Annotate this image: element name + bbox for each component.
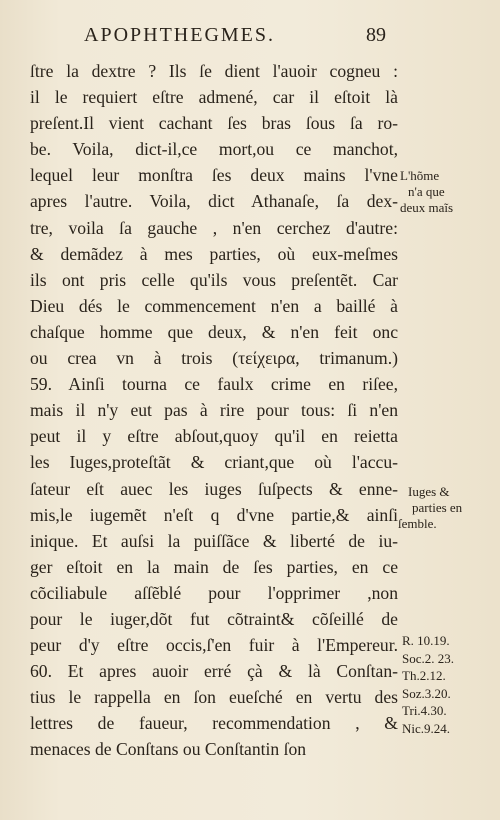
margin-note-line: Tri.4.30. — [402, 703, 447, 718]
margin-note-line: deux maĩs — [400, 200, 454, 215]
text-line: ſateur eſt auec les iuges ſuſpects & enne- — [30, 478, 398, 499]
page-number: 89 — [366, 24, 386, 46]
margin-note-line: Soz.3.20. — [402, 685, 451, 701]
margin-note — [402, 632, 454, 737]
text-line: lettres de faueur, recommendation , & — [30, 713, 398, 734]
text-line: be. Voila, dict-il,ce mort,ou ce manchot, — [30, 139, 398, 160]
text-line: mais il n'y eut pas à rire pour tous: ſi n'en — [30, 400, 398, 421]
margin-note-line: ſemble. — [398, 516, 437, 531]
text-line: peur d'y eſtre occis,ſ'en fuir à l'Empereur. — [30, 635, 398, 656]
running-title: APOPHTHEGMES. — [84, 24, 276, 46]
margin-note-line: Soc.2. 23. — [402, 650, 454, 666]
text-line: tius le rappella en ſon eueſché en vertu des — [30, 687, 398, 708]
text-line: 59. Ainſi tourna ce faulx crime en riſee, — [30, 374, 398, 395]
text-line: Dieu dés le commencement n'en a baillé à — [30, 295, 398, 316]
margin-note-line: L'hõme — [400, 168, 440, 183]
margin-note — [398, 484, 463, 532]
text-line: pour le iuger,dõt fut cõtraint& cõſeillé de — [30, 608, 398, 629]
margin-note — [400, 168, 453, 216]
text-line: il le requiert eſtre admené, car il eſtoit là — [30, 87, 398, 108]
page-header — [84, 24, 404, 52]
margin-note-line: n'a que — [408, 184, 445, 199]
text-line: 60. Et apres auoir erré çà & là Conſtan- — [30, 661, 398, 682]
text-line: chaſque homme que deux, & n'en feit onc — [30, 321, 398, 342]
text-line: lequel leur monſtra ſes deux mains l'vne — [30, 165, 398, 186]
margin-note-line: Nic.9.24. — [402, 720, 451, 736]
text-line: ils ont pris celle qu'ils vous preſentẽt. Car — [30, 269, 398, 290]
text-line: ger eſtoit en la main de ſes parties, en ce — [30, 556, 398, 577]
text-line: inique. Et auſsi la puiſſãce & liberté de iu- — [30, 530, 398, 551]
text-line: les Iuges,proteſtãt & criant,que où l'accu- — [30, 452, 398, 473]
text-line: cõciliabule aſſẽblé pour l'opprimer ,non — [30, 582, 398, 603]
text-line: mis,le iugemẽt n'eſt q d'vne partie,& ainſi — [30, 504, 398, 525]
text-line: ſtre la dextre ? Ils ſe dient l'auoir cogneu : — [30, 61, 398, 81]
margin-note-line: R. 10.19. — [402, 633, 450, 648]
text-line: tre, voila ſa gauche , n'en cerchez d'autre: — [30, 217, 398, 238]
text-line: preſent.Il vient cachant ſes bras ſous ſa ro- — [30, 113, 398, 134]
text-line: & demãdez à mes parties, où eux-meſmes — [30, 243, 398, 264]
text-line: ou crea vn à trois (τείχειρα, trimanum.) — [30, 348, 398, 369]
text-line: apres l'autre. Voila, dict Athanaſe, ſa dex- — [30, 191, 398, 212]
text-line: menaces de Conſtans ou Conſtantin ſon — [30, 739, 307, 760]
text-line: peut il y eſtre abſout,quoy qu'il en reietta — [30, 426, 398, 447]
margin-note-line: parties en — [412, 500, 463, 515]
body-text — [30, 58, 398, 763]
margin-note-line: Th.2.12. — [402, 668, 446, 683]
margin-note-line: Iuges & — [408, 484, 450, 499]
